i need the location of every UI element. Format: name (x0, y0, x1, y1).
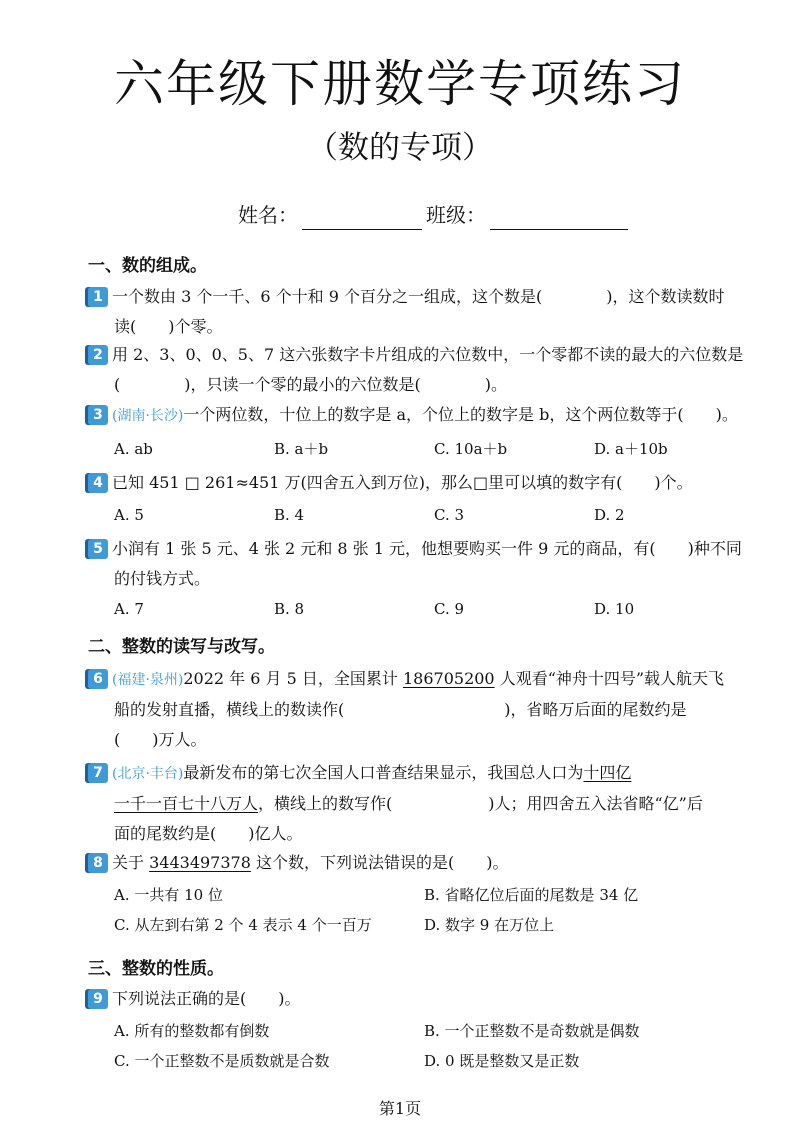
question-text: 的付钱方式。 (114, 569, 211, 588)
option-c[interactable]: C. 9 (434, 600, 465, 618)
question-text: 读( )个零。 (114, 317, 223, 336)
underlined-number: 3443497378 (149, 853, 251, 872)
question-7 (88, 758, 758, 849)
region-tag: (福建·泉州) (112, 672, 184, 688)
question-text: 小润有 1 张 5 元、4 张 2 元和 8 张 1 元，他想要购买一件 9 元的商品，有( )种不同 (112, 539, 742, 558)
student-info-row (238, 200, 632, 230)
option-b[interactable]: B. 8 (274, 600, 305, 618)
question-number-badge: 3 (88, 405, 108, 425)
options-q8 (114, 882, 754, 938)
question-text: 一个两位数，十位上的数字是 a，个位上的数字是 b，这个两位数等于( )。 (183, 405, 738, 424)
option-c[interactable]: C. 从左到右第 2 个 4 表示 4 个一百万 (114, 916, 372, 934)
question-number-badge: 8 (88, 853, 108, 873)
region-tag: (湖南·长沙) (112, 408, 184, 424)
option-d[interactable]: D. 0 既是整数又是正数 (424, 1052, 580, 1070)
question-3 (88, 400, 758, 431)
page-number: 第1页 (378, 1099, 422, 1118)
underlined-text: 一千一百七十八万人 (114, 794, 259, 813)
options-q5 (114, 596, 754, 622)
question-number-badge: 5 (88, 539, 108, 559)
option-b[interactable]: B. 一个正整数不是奇数就是偶数 (424, 1022, 640, 1040)
question-text: 关于 (112, 853, 150, 872)
question-number-badge: 2 (88, 345, 108, 365)
question-text: 一个数由 3 个一千、6 个十和 9 个百分之一组成，这个数是( )，这个数读数时 (112, 287, 725, 306)
question-5 (88, 534, 758, 594)
name-blank[interactable] (302, 207, 422, 230)
section-heading-1: 一、数的组成。 (88, 256, 207, 276)
option-b[interactable]: B. 省略亿位后面的尾数是 34 亿 (424, 886, 639, 904)
option-b[interactable]: B. a＋b (274, 440, 329, 458)
option-a[interactable]: A. 一共有 10 位 (114, 886, 223, 904)
option-c[interactable]: C. 一个正整数不是质数就是合数 (114, 1052, 330, 1070)
question-text: 面的尾数约是( )亿人。 (114, 824, 303, 843)
question-text: 下列说法正确的是( )。 (112, 989, 301, 1008)
option-d[interactable]: D. 2 (594, 506, 625, 524)
question-number-badge: 6 (88, 669, 108, 689)
underlined-number: 186705200 (402, 669, 495, 688)
option-a[interactable]: A. 7 (114, 600, 144, 618)
question-8 (88, 848, 758, 878)
question-text: 最新发布的第七次全国人口普查结果显示，我国总人口为 (183, 763, 584, 782)
question-4 (88, 468, 758, 498)
page-subtitle: （数的专项） (307, 130, 493, 166)
question-text: ( )，只读一个零的最小的六位数是( )。 (114, 375, 507, 394)
section-heading-2: 二、整数的读写与改写。 (88, 637, 275, 657)
question-text: 这个数，下列说法错误的是( )。 (250, 853, 509, 872)
option-a[interactable]: A. 5 (114, 506, 144, 524)
question-1 (88, 282, 758, 342)
question-text: 2022 年 6 月 5 日，全国累计 (183, 669, 403, 688)
question-number-badge: 1 (88, 287, 108, 307)
question-text: ( )万人。 (114, 730, 207, 749)
option-c[interactable]: C. 10a＋b (434, 440, 508, 458)
question-2 (88, 340, 758, 400)
option-d[interactable]: D. 10 (594, 600, 635, 618)
option-a[interactable]: A. ab (114, 440, 153, 458)
question-number-badge: 4 (88, 473, 108, 493)
class-label: 班级： (426, 203, 486, 227)
options-q3 (114, 436, 754, 462)
question-text: 人观看“神舟十四号”载人航天飞 (494, 669, 725, 688)
question-number-badge: 7 (88, 763, 108, 783)
section-heading-3: 三、整数的性质。 (88, 959, 224, 979)
option-d[interactable]: D. a＋10b (594, 440, 668, 458)
question-text: 用 2、3、0、0、5、7 这六张数字卡片组成的六位数中，一个零都不读的最大的六位数是 (112, 345, 744, 364)
option-d[interactable]: D. 数字 9 在万位上 (424, 916, 555, 934)
question-text: 船的发射直播，横线上的数读作( )，省略万后面的尾数约是 (114, 700, 687, 719)
name-label: 姓名： (238, 203, 298, 227)
class-blank[interactable] (490, 207, 628, 230)
question-6 (88, 664, 758, 755)
option-b[interactable]: B. 4 (274, 506, 305, 524)
underlined-text: 十四亿 (583, 763, 632, 782)
question-number-badge: 9 (88, 989, 108, 1009)
option-c[interactable]: C. 3 (434, 506, 465, 524)
region-tag: (北京·丰台) (112, 766, 184, 782)
options-q4 (114, 502, 754, 528)
options-q9 (114, 1018, 754, 1074)
question-9 (88, 984, 758, 1014)
question-text: 已知 451 □ 261≈451 万(四舍五入到万位)，那么□里可以填的数字有( )个。 (112, 473, 693, 492)
option-a[interactable]: A. 所有的整数都有倒数 (114, 1022, 270, 1040)
page-title: 六年级下册数学专项练习 (114, 55, 686, 113)
question-text: ，横线上的数写作( )人；用四舍五入法省略“亿”后 (258, 794, 703, 813)
